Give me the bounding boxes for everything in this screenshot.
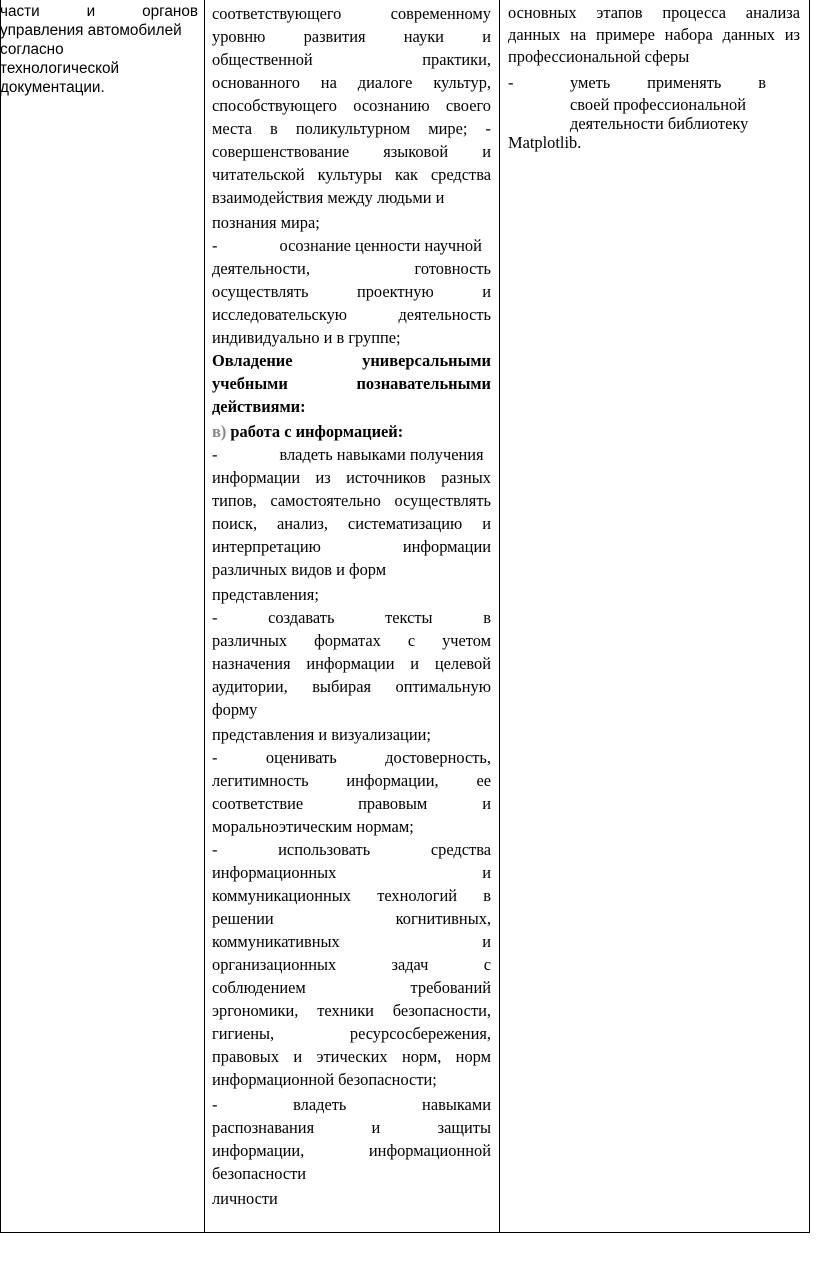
bullet-line: - уметь применять в xyxy=(508,73,766,92)
text-line xyxy=(0,2,198,21)
table-cell-col2 xyxy=(212,2,491,1210)
text-line: Matplotlib. xyxy=(508,133,582,152)
text-line: эргономики, техники безопасности, xyxy=(212,1001,491,1020)
text-line: моральноэтическим нормам; xyxy=(212,817,414,836)
text-line: деятельности, готовность xyxy=(212,259,491,278)
text-line: правовых и этических норм, норм xyxy=(212,1047,491,1066)
text-line: соблюдением требований xyxy=(212,978,491,997)
text-line: документации. xyxy=(0,79,105,96)
text-line: - создавать тексты в xyxy=(212,608,491,627)
text-line: уровню развития науки и xyxy=(212,27,491,46)
text-line: профессиональной сферы xyxy=(508,47,690,66)
text-line: интерпретацию информации xyxy=(212,537,491,556)
text-line: - использовать средства xyxy=(212,840,491,859)
text-line: познания мира; xyxy=(212,213,320,232)
text-line: места в поликультурном мире; - xyxy=(212,119,491,138)
text-line: данных на примере набора данных из xyxy=(508,25,800,44)
text-line: согласно xyxy=(0,41,64,58)
text-line: - оценивать достоверность, xyxy=(212,748,491,767)
text-line: основанного на диалоге культур, xyxy=(212,73,491,92)
word: и xyxy=(86,3,96,20)
section-heading: Овладение универсальными xyxy=(212,351,491,370)
column-divider-2 xyxy=(499,0,500,1233)
text-line: представления и визуализации; xyxy=(212,725,431,744)
text-line: личности xyxy=(212,1189,278,1208)
text-line: своей профессиональной xyxy=(570,95,747,114)
text-line: коммуникационных технологий в xyxy=(212,886,491,905)
text-line: осуществлять проектную и xyxy=(212,282,491,301)
text-line: взаимодействия между людьми и xyxy=(212,188,445,207)
text-line: информационной безопасности; xyxy=(212,1070,437,1089)
table-border-left xyxy=(0,0,1,1233)
text-line: технологической xyxy=(0,60,120,77)
text-line: форму xyxy=(212,700,258,719)
text-line: соответствующего современному xyxy=(212,4,491,23)
text-line: поиск, анализ, систематизацию и xyxy=(212,514,491,533)
text-line: - осознание ценности научной xyxy=(212,236,482,255)
bullet-dash: - xyxy=(508,73,514,92)
text-line: информации, информационной xyxy=(212,1141,491,1160)
text-line: коммуникативных и xyxy=(212,932,491,951)
text-line: представления; xyxy=(212,585,319,604)
table-border-right xyxy=(809,0,810,1233)
text-line: соответствие правовым и xyxy=(212,794,491,813)
subsection-marker: в) xyxy=(212,422,227,441)
text-line: читательской культуры как средства xyxy=(212,165,491,184)
text-line: деятельности библиотеку xyxy=(570,114,749,133)
text-line: - владеть навыками xyxy=(212,1095,491,1114)
text-line: назначения информации и целевой xyxy=(212,654,491,673)
text-line: индивидуально и в группе; xyxy=(212,328,401,347)
text-line: гигиены, ресурсосбережения, xyxy=(212,1024,491,1043)
text-line: решении когнитивных, xyxy=(212,909,491,928)
text-line: различных видов и форм xyxy=(212,560,387,579)
text-line: распознавания и защиты xyxy=(212,1118,491,1137)
table-cell-col1 xyxy=(0,2,198,97)
text-line: исследовательскую деятельность xyxy=(212,305,491,324)
text-line: аудитории, выбирая оптимальную xyxy=(212,677,491,696)
text-line: совершенствование языковой и xyxy=(212,142,491,161)
text-line: информационных и xyxy=(212,863,491,882)
text-line: организационных задач с xyxy=(212,955,491,974)
text-line: основных этапов процесса анализа xyxy=(508,3,800,22)
text-line: способствующего осознанию своего xyxy=(212,96,491,115)
word: органов xyxy=(142,3,198,20)
text-line: легитимность информации, ее xyxy=(212,771,491,790)
text-line: управления автомобилей xyxy=(0,22,182,39)
text-line: безопасности xyxy=(212,1164,307,1183)
text-line: информации из источников разных xyxy=(212,468,491,487)
section-heading: учебными познавательными xyxy=(212,374,491,393)
text-line: - владеть навыками получения xyxy=(212,445,484,464)
text-line: общественной практики, xyxy=(212,50,491,69)
text-line: типов, самостоятельно осуществлять xyxy=(212,491,491,510)
table-border-bottom xyxy=(0,1232,810,1233)
word: части xyxy=(0,3,40,20)
table-cell-col3 xyxy=(508,2,800,154)
text-line: различных форматах с учетом xyxy=(212,631,491,650)
column-divider-1 xyxy=(204,0,205,1233)
subsection-heading: в) работа с информацией: xyxy=(212,422,404,441)
section-heading: действиями: xyxy=(212,397,306,416)
